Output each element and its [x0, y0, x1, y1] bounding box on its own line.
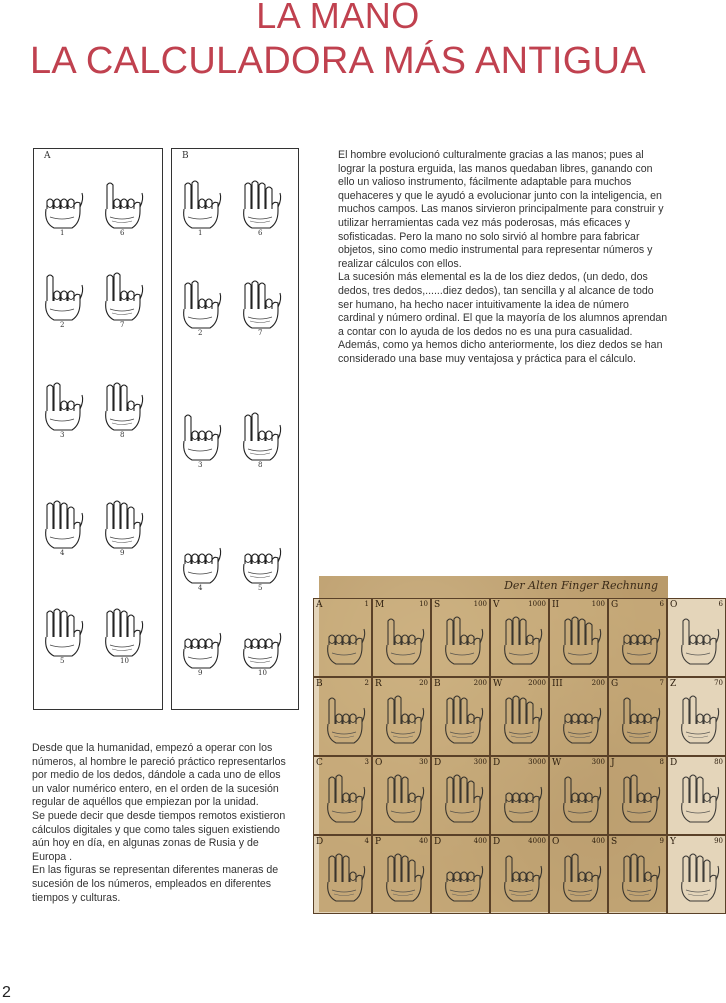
engraving-cell [667, 835, 726, 914]
engraving-cell-number: 2 [364, 679, 369, 687]
engraving-cell-letter: O [670, 600, 678, 610]
engraving-cell-number: 200 [473, 679, 487, 687]
hand-number: 4 [60, 549, 65, 557]
engraving-hand [499, 615, 545, 672]
intro-paragraph-1: El hombre evolucionó culturalmente gracias a las manos; pues al lograr la postura erguida, las manos quedaban libres, ganando con ello un valioso instrumento, fácilmente adaptable para muchos quehaceres y que le ayudó a evolucionar junto con la inteligencia, en muchos campos. Las manos sirvieron principalmente para construir y utilizar herramientas cada vez más poderosas, más eficaces y sofisticadas. Pero la mano no solo sirvió al hombre para fabricar objetos, sino como medio instrumental para representar números y realizar cálculos con ellos. [338, 149, 664, 270]
hand-number: 8 [258, 461, 263, 469]
engraving-cell [667, 756, 726, 835]
engraving-cell-letter: O [552, 837, 560, 847]
engraving-cell [313, 598, 372, 677]
engraving-cell-letter: P [375, 837, 382, 847]
engraving-cell-number: 90 [714, 837, 723, 845]
engraving-hand [499, 773, 545, 830]
engraving-cell [431, 835, 490, 914]
engraving-cell-letter: III [552, 679, 563, 689]
engraving-cell-number: 300 [591, 758, 605, 766]
hand-number: 1 [60, 229, 65, 237]
engraving-cell-letter: Y [670, 837, 676, 847]
engraving-hand [381, 852, 427, 909]
engraving-hand [381, 615, 427, 672]
hand-number: 9 [198, 669, 203, 677]
history-paragraph-1: Desde que la humanidad, empezó a operar con los números, al hombre le pareció práctico representarlos por medio de los dedos, dándole a cada uno de ellos un valor numérico entero, en el orden de la sucesión regular de aquéllos que empiezan por la unidad. [32, 742, 286, 809]
finger-count-hand [178, 619, 224, 676]
engraving-cell-number: 20 [419, 679, 428, 687]
engraving-cell [431, 677, 490, 756]
engraving-cell [372, 677, 431, 756]
finger-count-hand [100, 271, 146, 328]
engraving-cell-letter: D [493, 837, 501, 847]
engraving-hand [322, 852, 368, 909]
engraving-cell-letter: D [316, 837, 324, 847]
engraving-cell-number: 100 [473, 600, 487, 608]
page-title-line2: LA CALCULADORA MÁS ANTIGUA [30, 40, 646, 82]
finger-count-hand [238, 279, 284, 336]
engraving-hand [440, 852, 486, 909]
engraving-hand [322, 694, 368, 751]
engraving-cell-letter: W [552, 758, 562, 768]
engraving-hand [558, 615, 604, 672]
engraving-cell [490, 677, 549, 756]
engraving-cell [313, 835, 372, 914]
intro-text [338, 149, 668, 367]
engraving-cell [372, 598, 431, 677]
engraving-cell [490, 598, 549, 677]
engraving-cell-letter: D [670, 758, 678, 768]
engraving-cell [313, 756, 372, 835]
engraving-cell-letter: A [316, 600, 323, 610]
engraving-hand [676, 852, 722, 909]
engraving-cell-letter: R [375, 679, 382, 689]
engraving-cell-letter: B [434, 679, 441, 689]
engraving-cell-number: 6 [659, 600, 664, 608]
engraving-cell-number: 2000 [528, 679, 546, 687]
engraving-hand [558, 852, 604, 909]
panel-b-label: B [182, 151, 189, 161]
engraving-cell-number: 4000 [528, 837, 546, 845]
engraving-cell-number: 10 [419, 600, 428, 608]
engraving-hand [617, 615, 663, 672]
hand-number: 5 [60, 657, 65, 665]
engraving-cell-number: 400 [591, 837, 605, 845]
hand-number: 7 [120, 321, 125, 329]
engraving-cell-number: 3000 [528, 758, 546, 766]
engraving-cell [608, 756, 667, 835]
finger-reckoning-engraving [316, 576, 723, 912]
panel-a-label: A [44, 151, 51, 161]
engraving-cell-number: 1000 [528, 600, 546, 608]
engraving-cell [549, 756, 608, 835]
finger-count-hand [238, 179, 284, 236]
engraving-hand [322, 773, 368, 830]
engraving-hand [499, 694, 545, 751]
hand-number: 3 [60, 431, 65, 439]
panel-b [171, 148, 299, 710]
engraving-hand [617, 773, 663, 830]
engraving-hand [381, 773, 427, 830]
engraving-cell [372, 756, 431, 835]
engraving-cell [608, 835, 667, 914]
engraving-cell-letter: Z [670, 679, 677, 689]
engraving-cell [313, 677, 372, 756]
engraving-cell [372, 835, 431, 914]
finger-count-hand [178, 411, 224, 468]
engraving-hand [440, 773, 486, 830]
engraving-cell-letter: J [611, 758, 615, 768]
finger-count-hand [40, 271, 86, 328]
finger-count-hand [238, 534, 284, 591]
engraving-cell-number: 80 [714, 758, 723, 766]
engraving-hand [676, 615, 722, 672]
engraving-cell [549, 598, 608, 677]
engraving-cell-letter: C [316, 758, 323, 768]
engraving-cell-letter: W [493, 679, 503, 689]
hand-number: 7 [258, 329, 263, 337]
finger-counting-figure [33, 148, 301, 710]
engraving-cell-letter: D [434, 758, 442, 768]
finger-count-hand [238, 619, 284, 676]
engraving-hand [440, 615, 486, 672]
engraving-cell [490, 835, 549, 914]
engraving-hand [676, 773, 722, 830]
hand-number: 9 [120, 549, 125, 557]
engraving-cell-number: 400 [473, 837, 487, 845]
engraving-cell-number: 4 [364, 837, 369, 845]
hand-number: 8 [120, 431, 125, 439]
engraving-hand [676, 694, 722, 751]
engraving-cell-number: 100 [591, 600, 605, 608]
engraving-cell [549, 835, 608, 914]
engraving-cell [431, 598, 490, 677]
engraving-cell [490, 756, 549, 835]
hand-number: 2 [198, 329, 203, 337]
finger-count-hand [178, 534, 224, 591]
engraving-hand [617, 694, 663, 751]
page-title-line1: LA MANO [256, 0, 420, 36]
engraving-hand [617, 852, 663, 909]
engraving-hand [558, 694, 604, 751]
engraving-cell-letter: S [611, 837, 618, 847]
history-paragraph-3: En las figuras se representan diferentes maneras de sucesión de los números, empleados en diferentes tiempos y culturas. [32, 864, 279, 904]
engraving-cell [667, 677, 726, 756]
panel-a [33, 148, 163, 710]
finger-count-hand [178, 279, 224, 336]
engraving-cell [431, 756, 490, 835]
history-paragraph-2: Se puede decir que desde tiempos remotos existieron cálculos digitales y que como tales siguen existiendo aún hoy en día, en algunas zonas de Rusia y de Europa . [32, 809, 286, 863]
finger-count-hand [40, 607, 86, 664]
engraving-cell-number: 6 [718, 600, 723, 608]
engraving-cell-letter: G [611, 679, 619, 689]
engraving-cell-letter: G [611, 600, 619, 610]
engraving-cell-letter: B [316, 679, 323, 689]
engraving-cell-letter: S [434, 600, 441, 610]
finger-count-hand [178, 179, 224, 236]
finger-count-hand [100, 381, 146, 438]
finger-count-hand [40, 499, 86, 556]
engraving-hand [558, 773, 604, 830]
engraving-cell-number: 200 [591, 679, 605, 687]
hand-number: 10 [120, 657, 129, 665]
finger-count-hand [100, 179, 146, 236]
finger-count-hand [40, 179, 86, 236]
engraving-cell-letter: O [375, 758, 383, 768]
engraving-cell-number: 30 [419, 758, 428, 766]
intro-paragraph-2: La sucesión más elemental es la de los diez dedos, (un dedo, dos dedos, tres dedos,......diez dedos), tan sencilla y al alcance de todo ser humano, ha hecho nacer intuitivamente la idea de número cardinal y número ordinal. El que la mayoría de los alumnos aprendan a contar con lo ayuda de los dedos no es una pura casualidad. Además, como ya hemos dicho anteriormente, los diez dedos se han considerado una base muy ventajosa y práctica para el cálculo. [338, 271, 668, 365]
engraving-cell-number: 7 [659, 679, 664, 687]
engraving-cell-number: 70 [714, 679, 723, 687]
engraving-hand [499, 852, 545, 909]
hand-number: 3 [198, 461, 203, 469]
engraving-hand [381, 694, 427, 751]
engraving-cell [667, 598, 726, 677]
hand-number: 6 [258, 229, 263, 237]
engraving-cell-number: 8 [659, 758, 664, 766]
page-number: 2 [2, 984, 11, 1001]
engraving-cell-number: 9 [659, 837, 664, 845]
engraving-cell-letter: V [493, 600, 500, 610]
hand-number: 4 [198, 584, 203, 592]
engraving-cell-number: 3 [364, 758, 369, 766]
finger-count-hand [100, 499, 146, 556]
engraving-cell [549, 677, 608, 756]
finger-count-hand [40, 381, 86, 438]
engraving-cell-letter: D [493, 758, 501, 768]
history-text [32, 742, 294, 905]
engraving-hand [322, 615, 368, 672]
hand-number: 6 [120, 229, 125, 237]
engraving-cell-number: 300 [473, 758, 487, 766]
engraving-cell [608, 598, 667, 677]
engraving-cell-letter: M [375, 600, 385, 610]
engraving-cell-letter: II [552, 600, 560, 610]
engraving-hand [440, 694, 486, 751]
engraving-cell-number: 40 [419, 837, 428, 845]
hand-number: 5 [258, 584, 263, 592]
engraving-header: Der Alten Finger Rechnung [504, 579, 658, 592]
hand-number: 2 [60, 321, 65, 329]
engraving-cell-letter: D [434, 837, 442, 847]
hand-number: 1 [198, 229, 203, 237]
finger-count-hand [100, 607, 146, 664]
engraving-cell [608, 677, 667, 756]
engraving-cell-number: 1 [364, 600, 369, 608]
finger-count-hand [238, 411, 284, 468]
hand-number: 10 [258, 669, 267, 677]
